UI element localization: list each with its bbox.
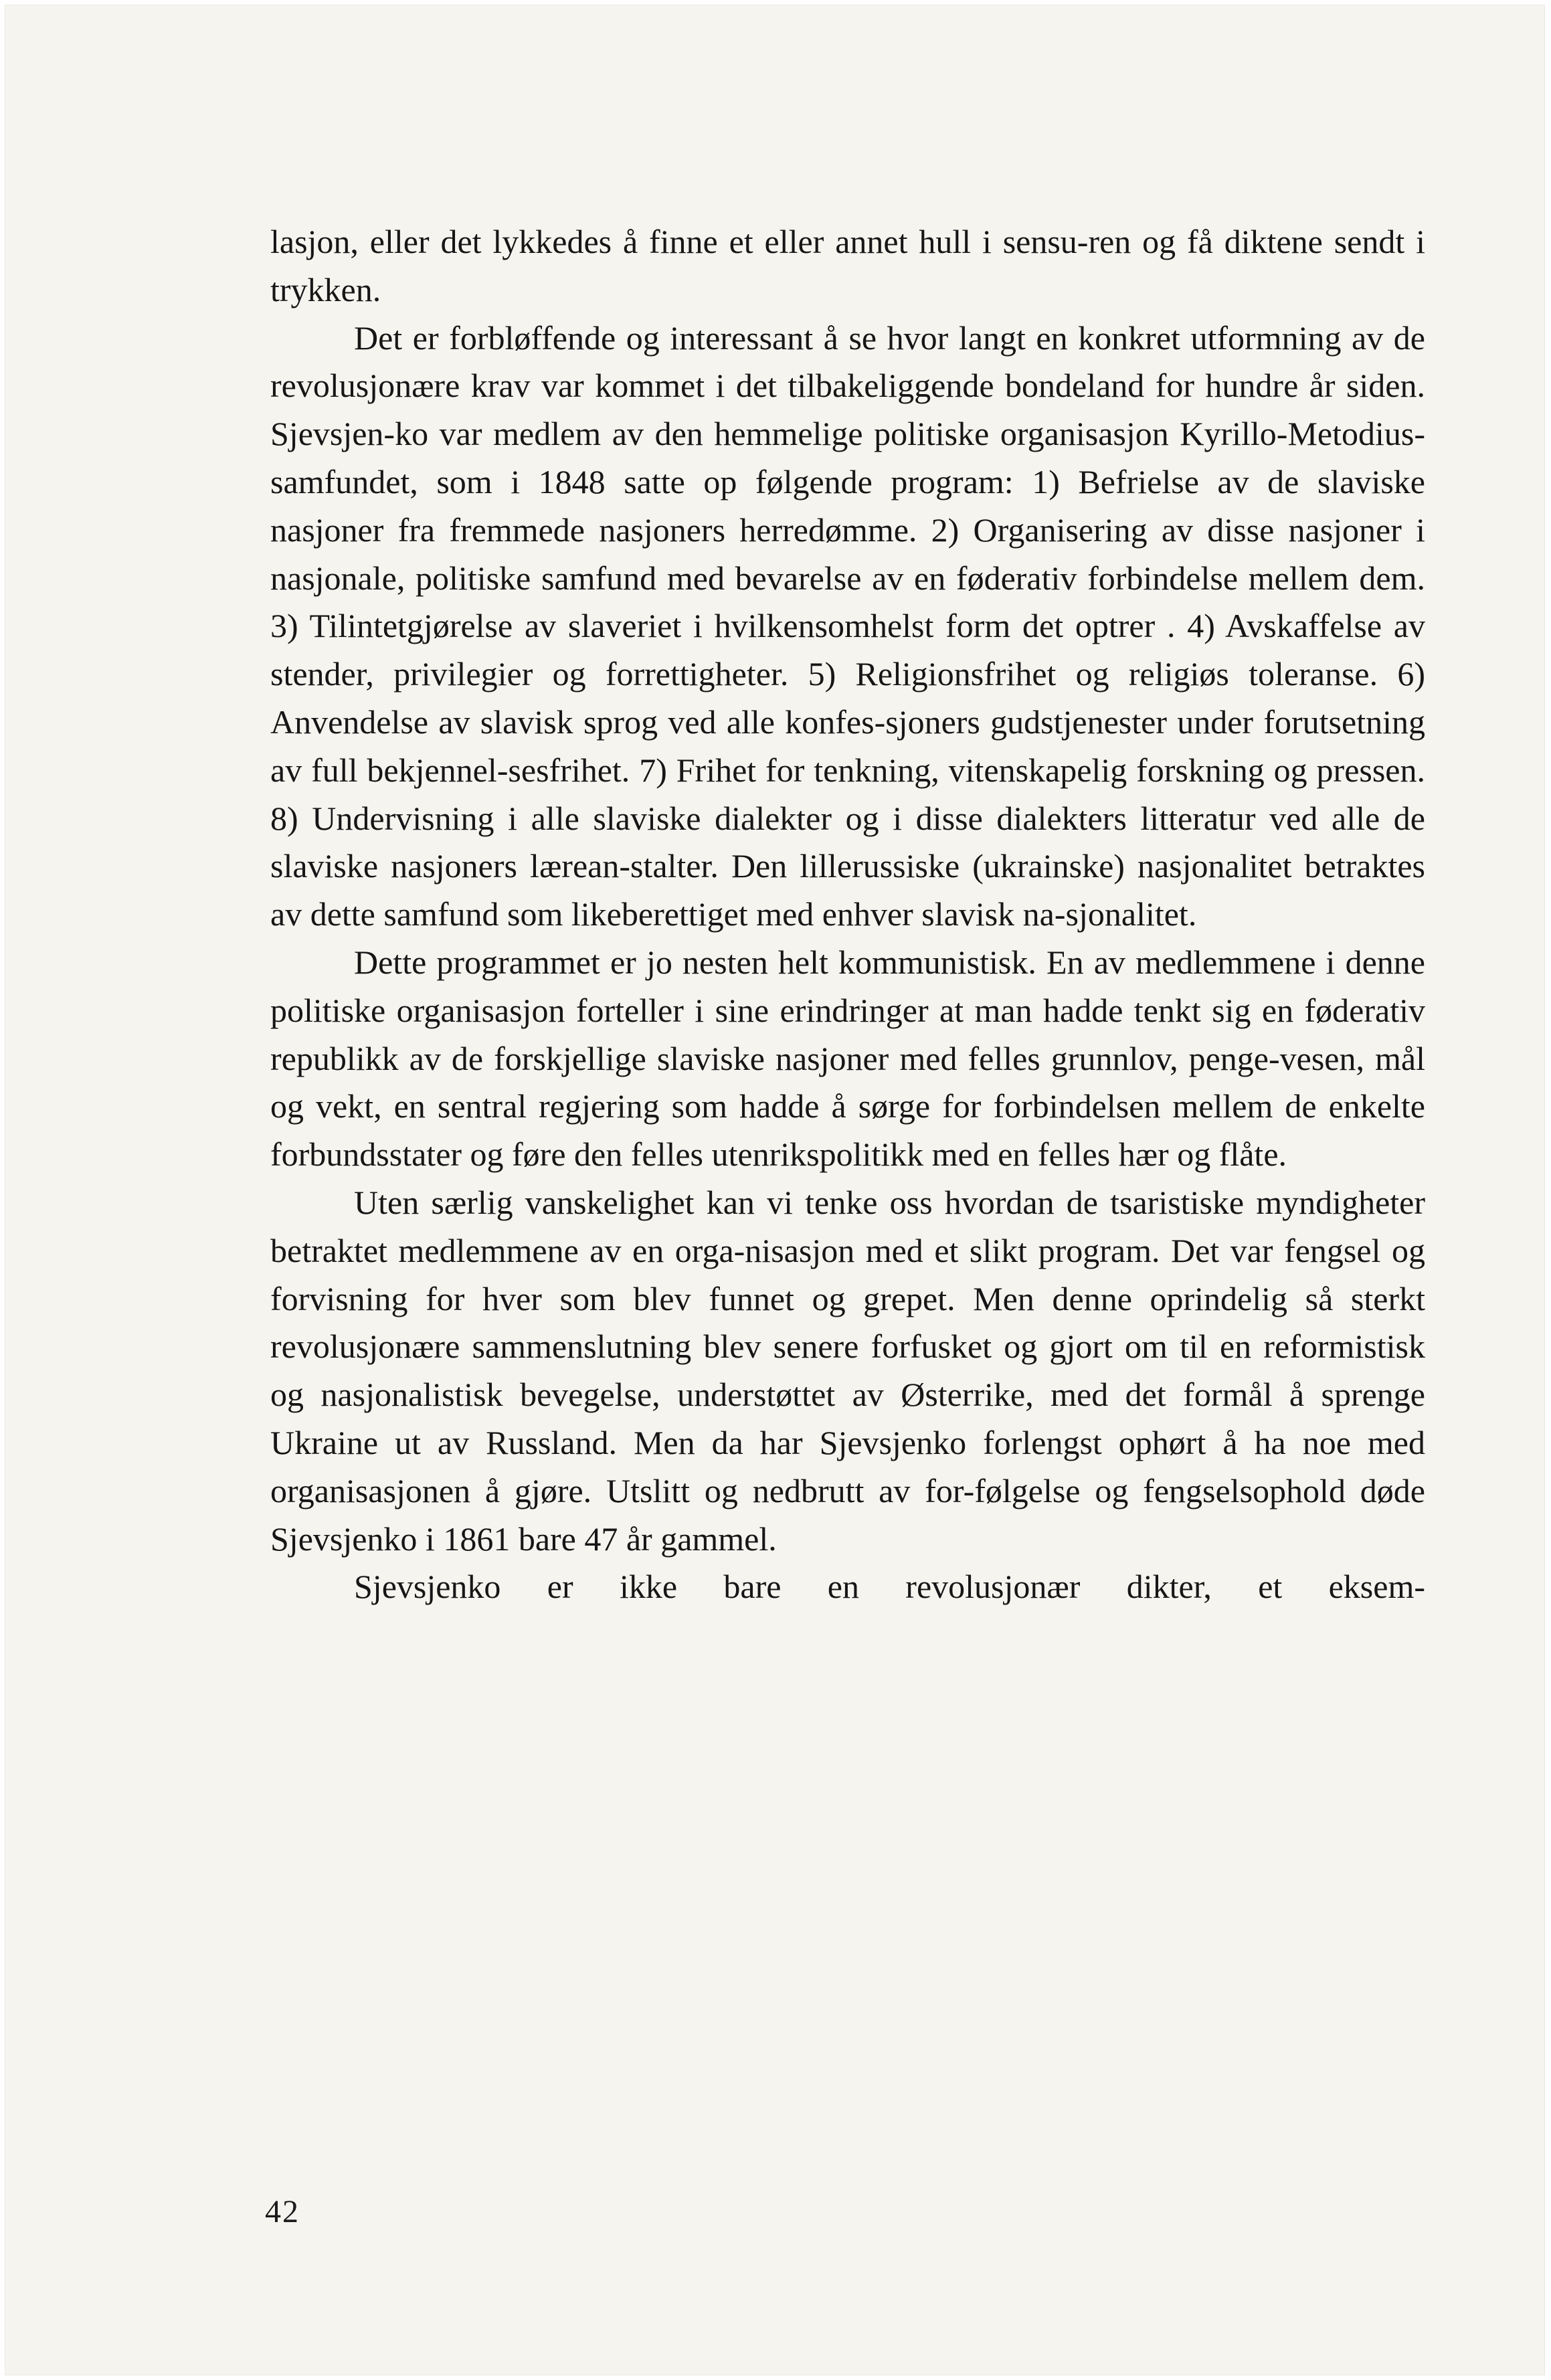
paragraph-3: Dette programmet er jo nesten helt kommunistisk. En av medlemmene i denne politiske organisasjon forteller i sine erindringer at man hadde tenkt sig en føderativ republikk av de forskjellige slaviske nasjoner med felles grunnlov, penge-vesen, mål og vekt, en sentral regjering som hadde å sørge for forbindelsen mellem de enkelte forbundsstater og føre den felles utenrikspolitikk med en felles hær og flåte.: [270, 943, 1425, 1174]
page-number: 42: [265, 2194, 300, 2229]
book-page: [5, 5, 1544, 2375]
paragraph-4: Uten særlig vanskelighet kan vi tenke oss hvordan de tsaristiske myndigheter betraktet medlemmene av en orga-nisasjon med et slikt program. Det var fengsel og forvisning for hver som blev funnet og grepet. Men denne oprindelig så sterkt revolusjonære sammenslutning blev senere forfusket og gjort om til en reformistisk og nasjonalistisk bevegelse, understøttet av Østerrike, med det formål å sprenge Ukraine ut av Russland. Men da har Sjevsjenko forlengst ophørt å ha noe med organisasjonen å gjøre. Utslitt og nedbrutt av for-følgelse og fengselsophold døde Sjevsjenko i 1861 bare 47 år gammel.: [270, 1183, 1425, 1558]
body-text: [270, 218, 1425, 1611]
paragraph-5: Sjevsjenko er ikke bare en revolusjonær dikter, et eksem-: [354, 1568, 1425, 1606]
paragraph-2: Det er forbløffende og interessant å se hvor langt en konkret utformning av de revolusjonære krav var kommet i det tilbakeliggende bondeland for hundre år siden. Sjevsjen-ko var medlem av den hemmelige politiske organisasjon Kyrillo-Metodius-samfundet, som i 1848 satte op følgende program: 1) Befrielse av de slaviske nasjoner fra fremmede nasjoners herredømme. 2) Organisering av disse nasjoner i nasjonale, politiske samfund med bevarelse av en føderativ forbindelse mellem dem. 3) Tilintetgjørelse av slaveriet i hvilkensomhelst form det optrer . 4) Avskaffelse av stender, privilegier og forrettigheter. 5) Religionsfrihet og religiøs toleranse. 6) Anvendelse av slavisk sprog ved alle konfes-sjoners gudstjenester under forutsetning av full bekjennel-sesfrihet. 7) Frihet for tenkning, vitenskapelig forskning og pressen. 8) Undervisning i alle slaviske dialekter og i disse dialekters litteratur ved alle de slaviske nasjoners lærean-stalter. Den lillerussiske (ukrainske) nasjonalitet betraktes av dette samfund som likeberettiget med enhver slavisk na-sjonalitet.: [270, 318, 1425, 933]
paragraph-1: lasjon, eller det lykkedes å finne et eller annet hull i sensu-ren og få diktene sendt i trykken.: [270, 223, 1425, 308]
